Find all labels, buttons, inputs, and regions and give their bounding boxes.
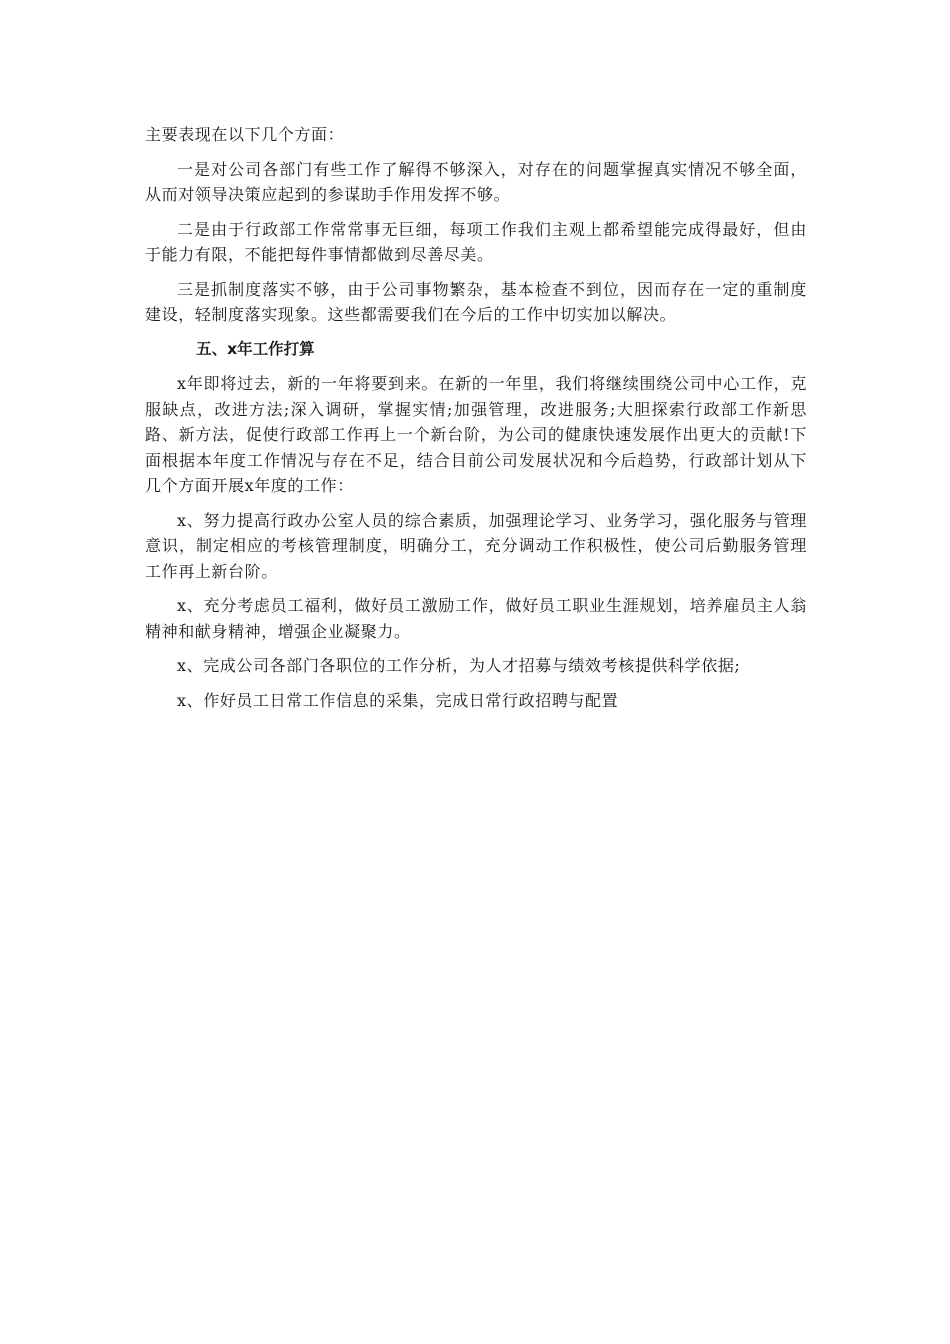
paragraph-intro: 主要表现在以下几个方面：: [145, 125, 345, 144]
document-page: [145, 122, 807, 722]
paragraph-plan-item-1: x、努力提高行政办公室人员的综合素质，加强理论学习、业务学习，强化服务与管理意识，制定相应的考核管理制度，明确分工，充分调动工作积极性，使公司后勤服务管理工作再上新台阶。: [145, 510, 807, 581]
section-heading: 五、x年工作打算: [196, 339, 315, 358]
paragraph-plan-item-2: x、充分考虑员工福利，做好员工激励工作，做好员工职业生涯规划，培养雇员主人翁精神和献身精神，增强企业凝聚力。: [145, 596, 807, 641]
paragraph-plan-item-4: x、作好员工日常工作信息的采集，完成日常行政招聘与配置: [177, 690, 619, 710]
paragraph-issue-2: 二是由于行政部工作常常事无巨细，每项工作我们主观上都希望能完成得最好，但由于能力有限，不能把每件事情都做到尽善尽美。: [145, 219, 807, 264]
paragraph-issue-1: 一是对公司各部门有些工作了解得不够深入，对存在的问题掌握真实情况不够全面，从而对领导决策应起到的参谋助手作用发挥不够。: [145, 159, 807, 204]
paragraph-issue-3: 三是抓制度落实不够，由于公司事物繁杂，基本检查不到位，因而存在一定的重制度建设，轻制度落实现象。这些都需要我们在今后的工作中切实加以解决。: [145, 279, 807, 324]
paragraph-plan-item-3: x、完成公司各部门各职位的工作分析，为人才招募与绩效考核提供科学依据;: [177, 656, 741, 675]
paragraph-plan-intro: x年即将过去，新的一年将要到来。在新的一年里，我们将继续围绕公司中心工作，克服缺点，改进方法;深入调研，掌握实情;加强管理，改进服务;大胆探索行政部工作新思路、新方法，促使行政部工作再上一个新台阶，为公司的健康快速发展作出更大的贡献!下面根据本年度工作情况与存在不足，结合目前公司发展状况和今后趋势，行政部计划从下几个方面开展x年度的工作：: [145, 374, 807, 495]
